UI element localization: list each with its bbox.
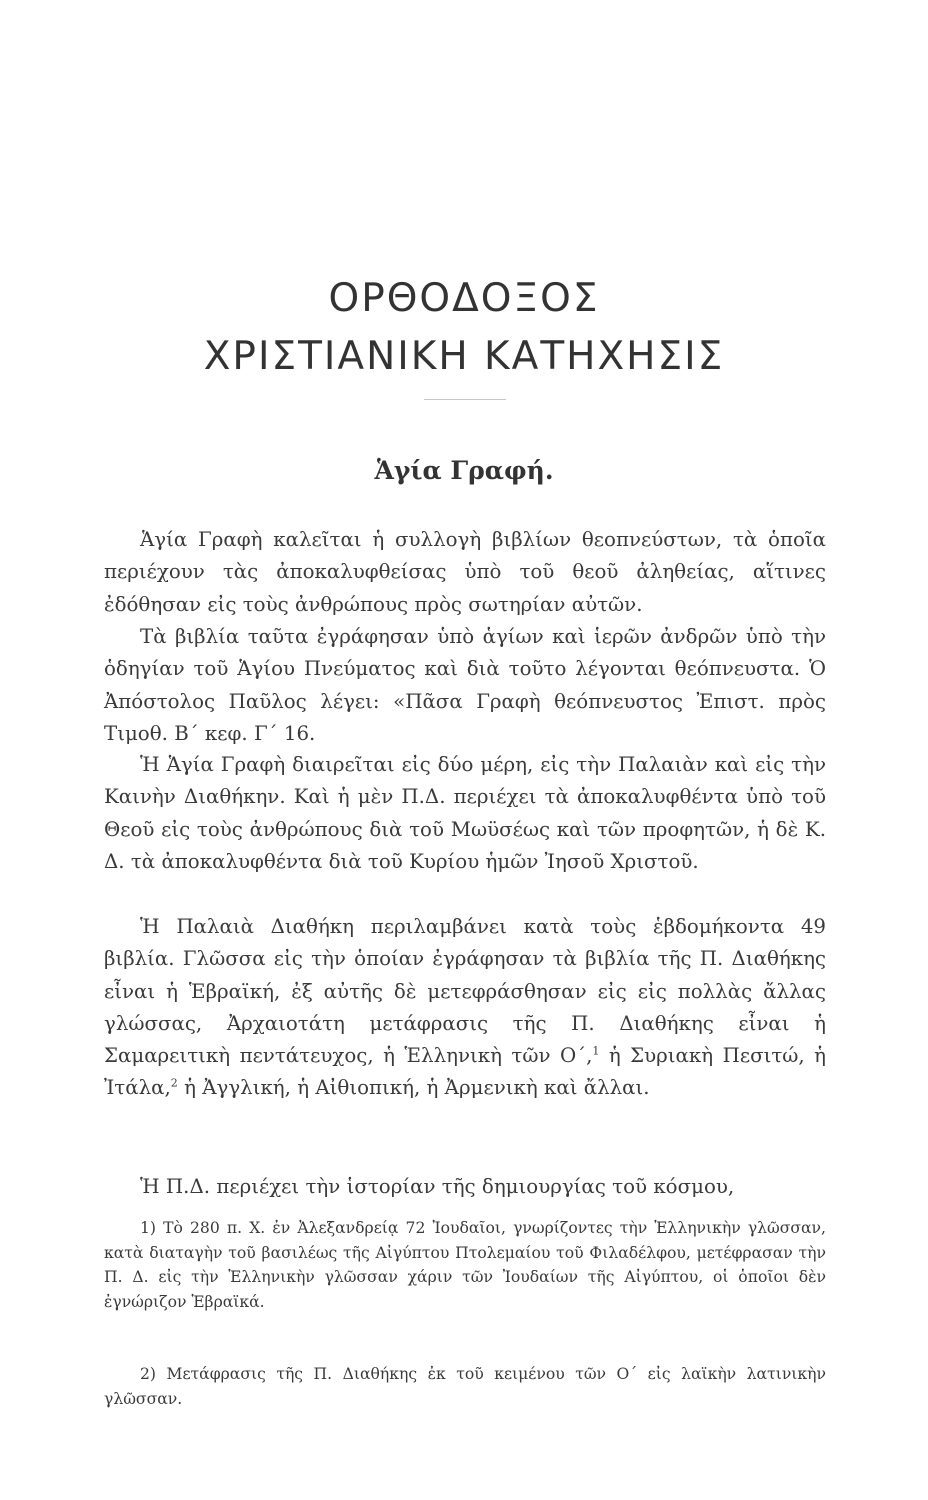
paragraph-4-part-c: ἡ Ἀγγλική, ἡ Αἰθιοπική, ἡ Ἀρμενικὴ καὶ ἄλλαι.	[177, 1076, 650, 1100]
paragraph-3: Ἡ Ἁγία Γραφὴ διαιρεῖται εἰς δύο μέρη, εἰς τὴν Παλαιὰν καὶ εἰς τὴν Καινὴν Διαθήκην. Καὶ ἡ μὲν Π.Δ. περιέχει τὰ ἀποκαλυφθέντα ὑπὸ τοῦ Θεοῦ εἰς τοὺς ἀνθρώπους διὰ τοῦ Μωϋσέως καὶ τῶν προφητῶν, ἡ δὲ Κ. Δ. τὰ ἀποκαλυφθέντα διὰ τοῦ Κυρίου ἡμῶν Ἰησοῦ Χριστοῦ.	[104, 753, 826, 873]
footnote-ref-2: 2	[170, 1076, 178, 1090]
title-divider	[424, 399, 506, 400]
paragraph-5: Ἡ Π.Δ. περιέχει τὴν ἱστορίαν τῆς δημιουργίας τοῦ κόσμου,	[140, 1175, 735, 1198]
paragraph-1: Ἁγία Γραφὴ καλεῖται ἡ συλλογὴ βιβλίων θεοπνεύστων, τὰ ὁποῖα περιέχουν τὰς ἀποκαλυφθείσας ὑπὸ τοῦ θεοῦ ἀληθείας, αἵτινες ἐδόθησαν εἰς τοὺς ἀνθρώπους πρὸς σωτηρίαν αὐτῶν.	[104, 528, 826, 616]
paragraph-4-part-a: Ἡ Παλαιὰ Διαθήκη περιλαμβάνει κατὰ τοὺς ἑβδομήκοντα 49 βιβλία. Γλῶσσα εἰς τὴν ὁποίαν ἐγράφησαν τὰ βιβλία τῆς Π. Διαθήκης εἶναι ἡ Ἑβραϊκή, ἐξ αὐτῆς δὲ μετεφράσθησαν εἰς εἰς πολλὰς ἄλλας γλώσσας, Ἀρχαιοτάτη μετάφρασις τῆς Π. Διαθήκης εἶναι ἡ Σαμαρειτικὴ πεντάτευχος, ἡ Ἑλληνικὴ τῶν Ο΄,	[104, 915, 826, 1068]
paragraph-4-part-b: ἡ Συριακὴ Πεσιτώ, ἡ Ἰτάλα,	[104, 1044, 826, 1100]
paragraph-4	[104, 911, 826, 1105]
paragraph-2: Τὰ βιβλία ταῦτα ἐγράφησαν ὑπὸ ἁγίων καὶ ἱερῶν ἀνδρῶν ὑπὸ τὴν ὁδηγίαν τοῦ Ἁγίου Πνεύματος καὶ διὰ τοῦτο λέγονται θεόπνευστα. Ὁ Ἀπόστολος Παῦλος λέγει: «Πᾶσα Γραφὴ θεόπνευστος Ἐπιστ. πρὸς Τιμοθ. Β΄ κεφ. Γ΄ 16.	[104, 625, 826, 745]
title-line-2: ΧΡΙΣΤΙΑΝΙΚΗ ΚΑΤΗΧΗΣΙΣ	[203, 334, 725, 379]
title-line-1: ΟΡΘΟΔΟΞΟΣ	[328, 276, 600, 321]
footnote-ref-1: 1	[592, 1044, 600, 1058]
footnote-1: 1) Τὸ 280 π. Χ. ἐν Ἀλεξανδρείᾳ 72 Ἰουδαῖοι, γνωρίζοντες τὴν Ἑλληνικὴν γλῶσσαν, κατὰ διαταγὴν τοῦ βασιλέως τῆς Αἰγύπτου Πτολεμαίου τοῦ Φιλαδέλφου, μετέφρασαν τὴν Π. Δ. εἰς τὴν Ἑλληνικὴν γλῶσσαν χάριν τῶν Ἰουδαίων τῆς Αἰγύπτου, οἱ ὁποῖοι δὲν ἐγνώριζον Ἑβραϊκά.	[104, 1219, 826, 1311]
footnote-2: 2) Μετάφρασις τῆς Π. Διαθήκης ἐκ τοῦ κειμένου τῶν Ο΄ εἰς λαϊκὴν λατινικὴν γλῶσσαν.	[104, 1365, 826, 1408]
section-heading: Ἁγία Γραφή.	[374, 456, 554, 485]
